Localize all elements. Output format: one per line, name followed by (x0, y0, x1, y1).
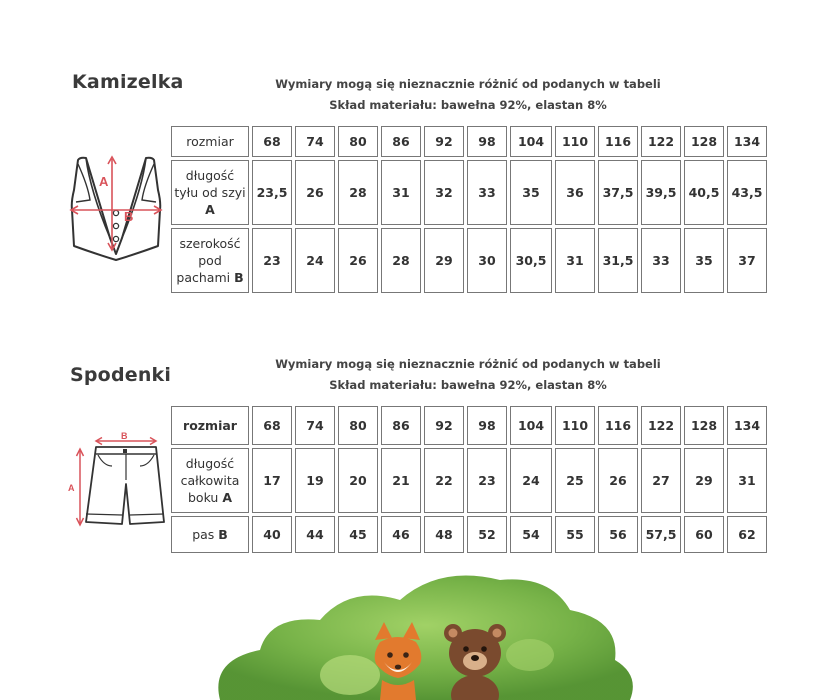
shorts-size: 98 (467, 406, 507, 445)
shorts-value: 62 (727, 516, 767, 553)
shorts-value: 29 (684, 448, 724, 513)
shorts-row1-label: długość całkowita boku (180, 456, 240, 505)
vest-size: 104 (510, 126, 552, 157)
vest-size: 92 (424, 126, 464, 157)
shorts-note-line1: Wymiary mogą się nieznacznie różnić od podanych w tabeli (275, 357, 661, 371)
shorts-value: 26 (598, 448, 638, 513)
vest-value: 24 (295, 228, 335, 293)
vest-size: 134 (727, 126, 767, 157)
vest-value: 26 (295, 160, 335, 225)
table-row (171, 406, 767, 445)
shorts-value: 45 (338, 516, 378, 553)
shorts-value: 56 (598, 516, 638, 553)
shorts-value: 60 (684, 516, 724, 553)
vest-row1-marker: A (205, 202, 215, 217)
shorts-row1-label-cell (171, 448, 249, 513)
vest-row1-label-cell (171, 160, 249, 225)
vest-value: 30,5 (510, 228, 552, 293)
vest-value: 29 (424, 228, 464, 293)
shorts-row2-label: pas (192, 527, 215, 542)
shorts-value: 20 (338, 448, 378, 513)
vest-value: 32 (424, 160, 464, 225)
vest-value: 28 (338, 160, 378, 225)
shorts-value: 23 (467, 448, 507, 513)
fox-and-bear-illustration (200, 560, 640, 700)
vest-size: 128 (684, 126, 724, 157)
vest-value: 31,5 (598, 228, 638, 293)
shorts-value: 22 (424, 448, 464, 513)
shorts-value: 48 (424, 516, 464, 553)
table-row (171, 126, 767, 157)
table-row (171, 516, 767, 553)
vest-size: 98 (467, 126, 507, 157)
shorts-value: 55 (555, 516, 595, 553)
vest-diagram-icon (66, 150, 166, 270)
vest-title: Kamizelka (72, 71, 184, 93)
vest-value: 35 (510, 160, 552, 225)
shorts-size: 134 (727, 406, 767, 445)
vest-value: 37,5 (598, 160, 638, 225)
shorts-size: 68 (252, 406, 292, 445)
vest-size: 68 (252, 126, 292, 157)
shorts-note (218, 354, 718, 396)
shorts-row2-marker: B (218, 527, 228, 542)
vest-value: 40,5 (684, 160, 724, 225)
shorts-size-table (168, 403, 770, 556)
vest-value: 28 (381, 228, 421, 293)
vest-value: 30 (467, 228, 507, 293)
shorts-size: 110 (555, 406, 595, 445)
vest-value: 37 (727, 228, 767, 293)
vest-note-line2: Skład materiału: bawełna 92%, elastan 8% (329, 98, 607, 112)
vest-value: 39,5 (641, 160, 681, 225)
shorts-value: 19 (295, 448, 335, 513)
shorts-row2-label-cell (171, 516, 249, 553)
vest-row1-label: długość tyłu od szyi (174, 168, 246, 200)
vest-value: 23,5 (252, 160, 292, 225)
vest-value: 23 (252, 228, 292, 293)
shorts-note-line2: Skład materiału: bawełna 92%, elastan 8% (329, 378, 607, 392)
shorts-value: 31 (727, 448, 767, 513)
vest-row2-label: szerokość pod pachami (176, 236, 241, 285)
vest-size: 122 (641, 126, 681, 157)
vest-header-label: rozmiar (171, 126, 249, 157)
vest-value: 43,5 (727, 160, 767, 225)
table-row (171, 160, 767, 225)
vest-value: 33 (467, 160, 507, 225)
vest-size-table (168, 123, 770, 296)
shorts-diagram-a: A (68, 483, 75, 493)
vest-value: 36 (555, 160, 595, 225)
shorts-value: 27 (641, 448, 681, 513)
vest-size: 80 (338, 126, 378, 157)
shorts-size: 122 (641, 406, 681, 445)
shorts-value: 44 (295, 516, 335, 553)
table-row (171, 448, 767, 513)
shorts-row1-marker: A (222, 490, 233, 505)
vest-size: 110 (555, 126, 595, 157)
vest-row2-marker: B (234, 270, 244, 285)
vest-value: 26 (338, 228, 378, 293)
shorts-value: 17 (252, 448, 292, 513)
shorts-value: 57,5 (641, 516, 681, 553)
shorts-value: 21 (381, 448, 421, 513)
table-row (171, 228, 767, 293)
shorts-value: 46 (381, 516, 421, 553)
vest-note (218, 74, 718, 116)
shorts-size: 86 (381, 406, 421, 445)
shorts-size: 74 (295, 406, 335, 445)
vest-row2-label-cell (171, 228, 249, 293)
shorts-diagram-b: B (121, 432, 128, 441)
shorts-value: 52 (467, 516, 507, 553)
vest-value: 35 (684, 228, 724, 293)
shorts-size: 80 (338, 406, 378, 445)
shorts-size: 104 (510, 406, 552, 445)
shorts-header-label: rozmiar (171, 406, 249, 445)
shorts-size: 116 (598, 406, 638, 445)
vest-diagram-b: B (124, 209, 134, 224)
vest-size: 86 (381, 126, 421, 157)
shorts-size: 92 (424, 406, 464, 445)
vest-value: 31 (381, 160, 421, 225)
shorts-value: 40 (252, 516, 292, 553)
shorts-title: Spodenki (70, 364, 172, 386)
vest-size: 74 (295, 126, 335, 157)
shorts-diagram-icon (64, 432, 174, 532)
shorts-value: 24 (510, 448, 552, 513)
shorts-value: 25 (555, 448, 595, 513)
shorts-size: 128 (684, 406, 724, 445)
vest-diagram-a: A (99, 174, 109, 189)
vest-value: 31 (555, 228, 595, 293)
vest-size: 116 (598, 126, 638, 157)
vest-note-line1: Wymiary mogą się nieznacznie różnić od podanych w tabeli (275, 77, 661, 91)
shorts-value: 54 (510, 516, 552, 553)
vest-value: 33 (641, 228, 681, 293)
